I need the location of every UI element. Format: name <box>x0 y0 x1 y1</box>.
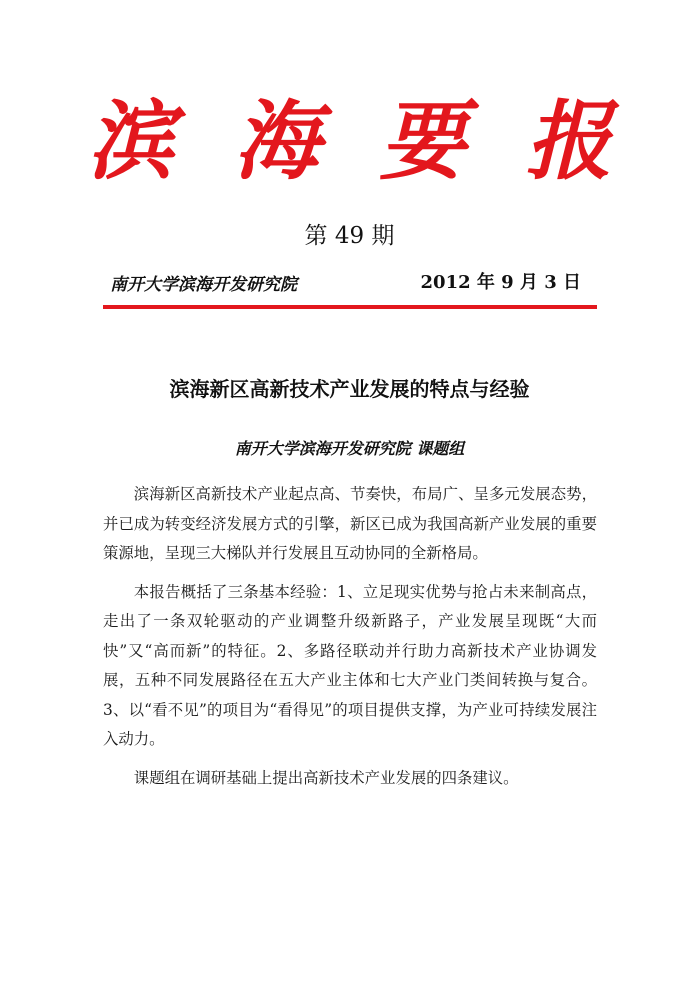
masthead-char: 海 <box>233 91 350 192</box>
article-title: 滨海新区高新技术产业发展的特点与经验 <box>169 377 530 401</box>
article-body <box>103 480 597 802</box>
paragraph: 滨海新区高新技术产业起点高、节奏快，布局广、呈多元发展态势，并已成为转变经济发展方式的引擎，新区已成为我国高新产业发展的重要策源地，呈现三大梯队并行发展且互动协同的全新格局。 <box>103 485 597 562</box>
header-divider <box>103 305 597 309</box>
masthead-char: 报 <box>525 91 642 192</box>
paragraph: 课题组在调研基础上提出高新技术产业发展的四条建议。 <box>133 768 519 787</box>
masthead-char: 滨 <box>87 91 204 192</box>
masthead-char: 要 <box>379 91 496 192</box>
masthead-title <box>0 92 699 192</box>
publisher-organization: 南开大学滨海开发研究院 <box>110 275 297 295</box>
issue-number: 第 49 期 <box>304 223 395 249</box>
paragraph: 本报告概括了三条基本经验：1、立足现实优势与抢占未来制高点，走出了一条双轮驱动的产业调整升级新路子，产业发展呈现既“大而快”又“高而新”的特征。2、多路径联动并行助力高新技术产业协调发展，五种不同发展路径在五大产业主体和七大产业门类间转换与复合。3、以“看不见”的项目为“看得见”的项目提供支撑，为产业可持续发展注入动力。 <box>103 582 597 748</box>
article-author: 南开大学滨海开发研究院 课题组 <box>234 439 465 458</box>
publication-date: 2012 年 9 月 3 日 <box>420 272 581 293</box>
